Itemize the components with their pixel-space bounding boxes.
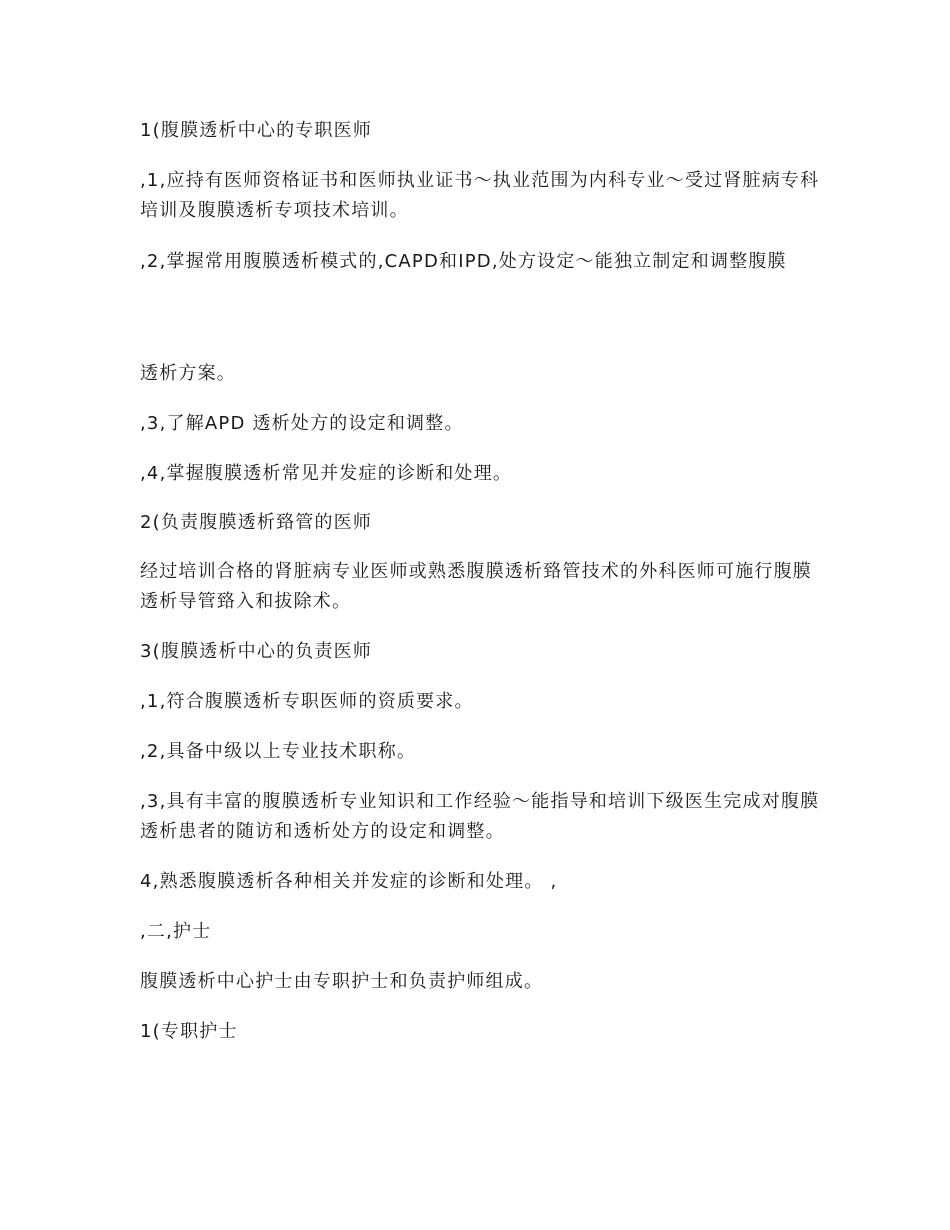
heading-nurse: ,二,护士 — [140, 921, 212, 942]
heading-responsible-physician: 3(腹膜透析中心的负责医师 — [140, 641, 373, 662]
paragraph-apd-prescription: ,3,了解APD 透析处方的设定和调整。 — [140, 413, 464, 434]
heading-full-time-physician: 1(腹膜透析中心的专职医师 — [140, 120, 373, 141]
paragraph-experience: ,3,具有丰富的腹膜透析专业知识和工作经验～能指导和培训下级医生完成对腹膜透析患者的随访和透析处方的设定和调整。 — [140, 791, 820, 842]
paragraph-complications: ,4,掌握腹膜透析常见并发症的诊断和处理。 — [140, 463, 513, 484]
paragraph-catheter-qualification: 经过培训合格的肾脏病专业医师或熟悉腹膜透析臵管技术的外科医师可施行腹膜透析导管臵入和拔除术。 — [140, 561, 812, 612]
paragraph-dialysis-modes: ,2,掌握常用腹膜透析模式的,CAPD和IPD,处方设定～能独立制定和调整腹膜 — [140, 251, 787, 272]
heading-full-time-nurse: 1(专职护士 — [140, 1021, 238, 1042]
paragraph-related-complications: 4,熟悉腹膜透析各种相关并发症的诊断和处理。 , — [140, 871, 558, 892]
paragraph-qualification-requirement: ,1,符合腹膜透析专职医师的资质要求。 — [140, 691, 474, 712]
paragraph-professional-title: ,2,具备中级以上专业技术职称。 — [140, 741, 417, 762]
paragraph-dialysis-plan: 透析方案。 — [140, 363, 236, 384]
heading-catheter-physician: 2(负责腹膜透析臵管的医师 — [140, 512, 373, 533]
paragraph-physician-certificate: ,1,应持有医师资格证书和医师执业证书～执业范围为内科专业～受过肾脏病专科培训及腹膜透析专项技术培训。 — [140, 170, 820, 221]
paragraph-nurse-composition: 腹膜透析中心护士由专职护士和负责护师组成。 — [140, 971, 544, 992]
